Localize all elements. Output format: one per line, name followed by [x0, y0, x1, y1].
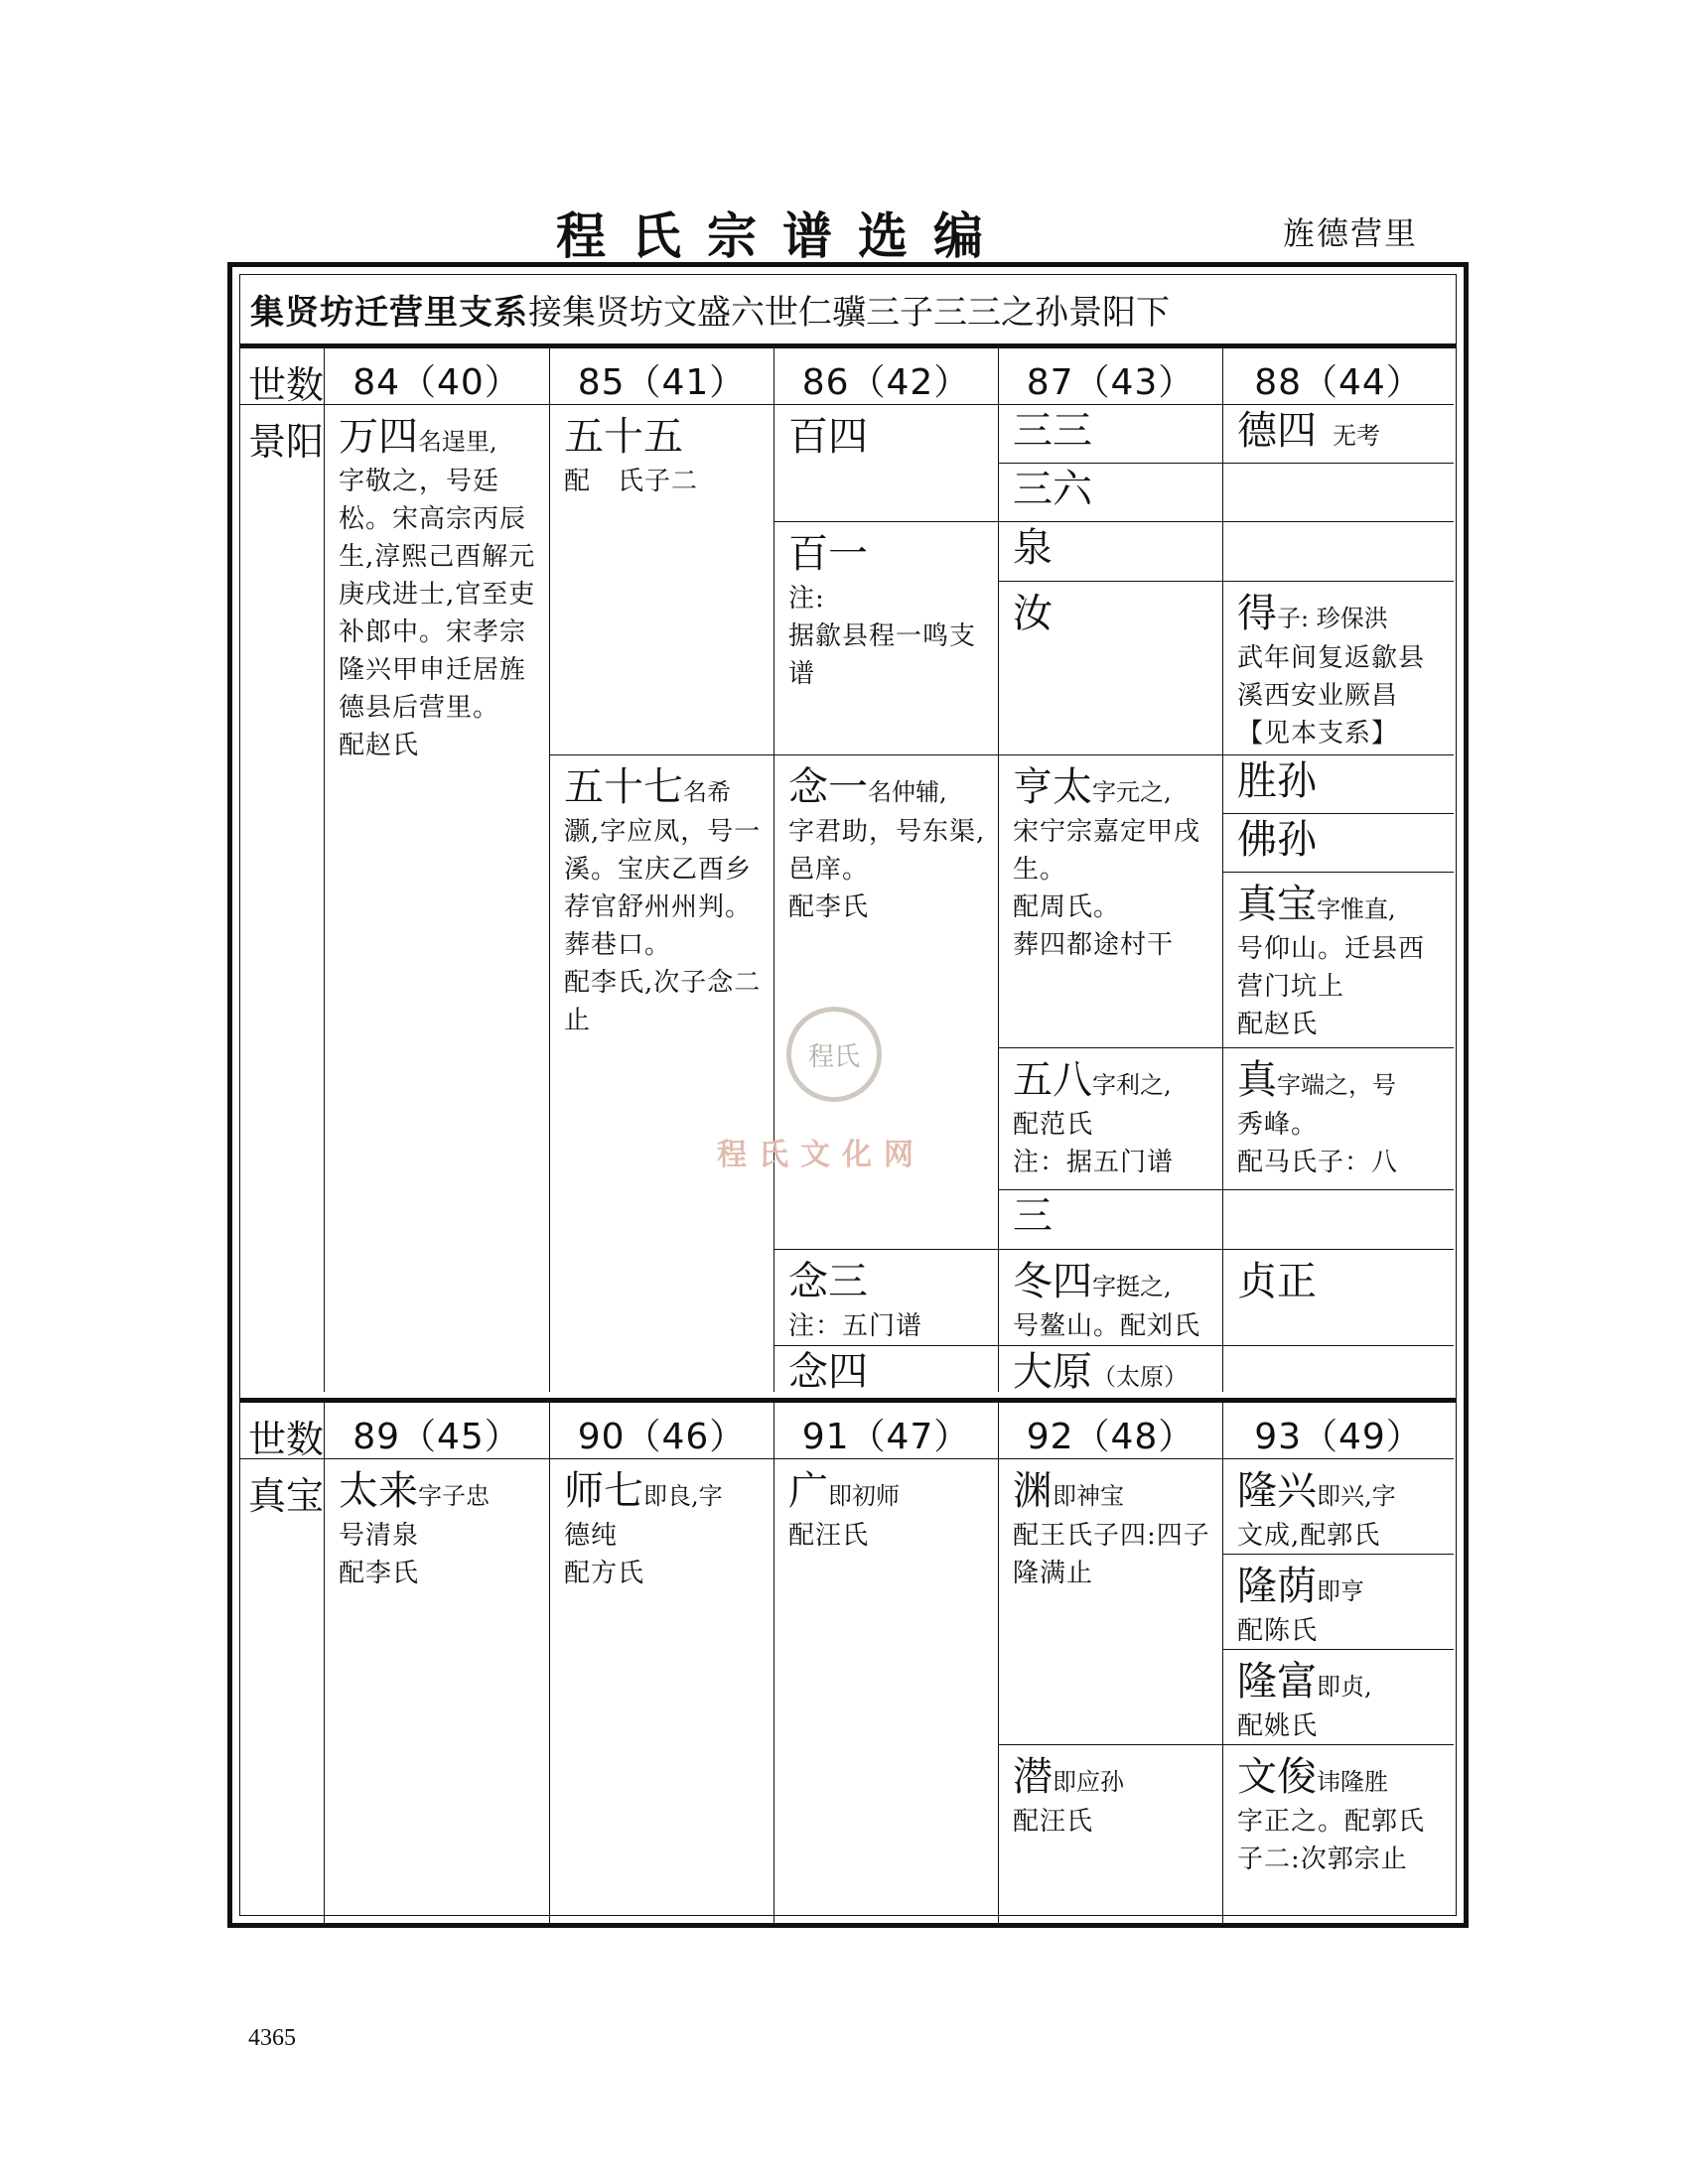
person-name: 百四 [788, 414, 868, 460]
person-wansi [325, 405, 550, 1392]
person-spouse: 配赵氏 [1237, 1010, 1319, 1039]
generation-89: 89（45） [325, 1403, 550, 1459]
person-bio: 字敬之，号廷松。宋高宗丙辰生,淳熙己酉解元庚戌进士,官至吏补郎中。宋孝宗隆兴甲申迁居旌德县后营里。 [339, 467, 536, 723]
person-note: 即兴,字 [1317, 1482, 1396, 1510]
person-longyin [1223, 1555, 1454, 1650]
person-name: 广 [788, 1468, 828, 1514]
person-spouse: 配方氏 [564, 1559, 645, 1588]
person-bio: 配 氏子二 [564, 467, 699, 496]
person-baiyi [774, 522, 999, 755]
person-name: 三六 [1013, 467, 1092, 512]
person-name: 冬四 [1013, 1259, 1092, 1304]
person-note: 字惟直, [1317, 895, 1396, 923]
person-fosun [1223, 814, 1454, 873]
person-spouse: 配赵氏 [339, 731, 420, 760]
person-name: 太来 [339, 1468, 418, 1514]
branch-header [240, 275, 1456, 348]
person-name: 真 [1237, 1057, 1277, 1103]
person-name: 胜孙 [1237, 758, 1317, 804]
person-shiqi [550, 1459, 774, 1926]
person-zhenbao [1223, 873, 1454, 1048]
person-bio: 灏,字应凤，号一溪。宝庆乙酉乡荐官舒州州判。葬巷口。 [564, 817, 762, 960]
generation-label: 世数 [240, 348, 325, 405]
person-de [1223, 582, 1454, 755]
person-name: 贞正 [1237, 1259, 1317, 1304]
person-note: 即初师 [828, 1482, 900, 1510]
root-ancestor: 真宝 [240, 1459, 325, 1926]
person-bio: 宋宁宗嘉定甲戌生。 [1013, 817, 1201, 885]
person-name: 汝 [1013, 591, 1053, 636]
person-name: 潜 [1013, 1754, 1053, 1800]
person-san [999, 1190, 1223, 1250]
generation-85: 85（41） [550, 348, 774, 405]
person-name: 念三 [788, 1259, 868, 1304]
person-longfu [1223, 1650, 1454, 1745]
person-name: 五十五 [564, 414, 683, 460]
person-note: 注: [788, 584, 825, 614]
empty-cell [1223, 464, 1454, 522]
person-bio: 据歙县程一鸣支谱 [788, 621, 977, 689]
person-note: 字端之，号 [1277, 1071, 1396, 1099]
branch-origin: 接集贤坊文盛六世仁骥三子三三之孙景阳下 [528, 293, 1170, 333]
person-note: 字利之, [1092, 1071, 1172, 1099]
person-note: 字元之, [1092, 778, 1172, 806]
person-note: 字挺之, [1092, 1273, 1172, 1300]
person-spouse: 配汪氏 [1013, 1807, 1094, 1837]
person-spouse: 配周氏。 [1013, 892, 1121, 922]
empty-cell [1223, 1346, 1454, 1392]
person-spouse: 配汪氏 [788, 1521, 870, 1551]
person-niansi [774, 1346, 999, 1392]
generation-84: 84（40） [325, 348, 550, 405]
person-bio: 字正之。配郭氏子二:次郭宗止 [1237, 1807, 1426, 1874]
person-niansan [774, 1250, 999, 1346]
person-name: 文俊 [1237, 1754, 1317, 1800]
person-wuba [999, 1048, 1223, 1190]
person-note: 名希 [683, 778, 731, 806]
generation-label: 世数 [240, 1403, 325, 1459]
person-name: 五八 [1013, 1057, 1092, 1103]
section-2 [240, 1398, 1456, 1915]
person-desi [1223, 405, 1454, 464]
person-ru [999, 582, 1223, 755]
person-sansan [999, 405, 1223, 464]
person-name: 泉 [1013, 525, 1053, 571]
generation-87: 87（43） [999, 348, 1223, 405]
person-spouse: 配范氏 [1013, 1110, 1094, 1140]
person-qian [999, 1745, 1223, 1926]
generation-91: 91（47） [774, 1403, 999, 1459]
person-spouse: 配李氏,次子念二止 [564, 968, 762, 1035]
person-bio: 号清泉 [339, 1521, 420, 1551]
generation-90: 90（46） [550, 1403, 774, 1459]
watermark-seal-icon: 程氏 [786, 1007, 882, 1102]
person-name: 万四 [339, 414, 418, 460]
person-name: 真宝 [1237, 882, 1317, 927]
empty-cell [1223, 1190, 1454, 1250]
person-quan [999, 522, 1223, 582]
person-name: 佛孙 [1237, 817, 1317, 863]
person-note: 无考 [1333, 422, 1381, 450]
person-note: 即神宝 [1053, 1482, 1124, 1510]
person-spouse: 配陈氏 [1237, 1616, 1319, 1646]
person-name: 渊 [1013, 1468, 1053, 1514]
watermark-text: 程氏文化网 [717, 1138, 925, 1172]
person-note: 即良,字 [643, 1482, 723, 1510]
person-guang [774, 1459, 999, 1926]
person-dayuan [999, 1346, 1223, 1392]
page-title: 程氏宗谱选编 [556, 206, 1009, 265]
person-name: 德四 [1237, 408, 1317, 454]
person-wushiqi [550, 755, 774, 1392]
person-spouse: 配马氏子：八 [1237, 1148, 1399, 1177]
person-note: 即贞, [1317, 1673, 1372, 1701]
person-bio: 号鳌山。配刘氏 [1013, 1311, 1201, 1341]
person-name: 三 [1013, 1193, 1053, 1239]
person-name: 师七 [564, 1468, 643, 1514]
person-bio: 文成,配郭氏 [1237, 1521, 1381, 1551]
person-spouse: 配李氏 [339, 1559, 420, 1588]
person-spouse: 配王氏子四:四子隆满止 [1013, 1521, 1210, 1588]
person-note: 名逞里, [418, 428, 497, 456]
person-name: 得 [1237, 591, 1277, 636]
person-wushiwu [550, 405, 774, 755]
person-note: 子: 珍保洪 [1277, 605, 1388, 632]
person-note: 名仲辅, [868, 778, 947, 806]
person-note: 讳隆胜 [1317, 1768, 1388, 1796]
person-note: （太原） [1092, 1363, 1188, 1391]
person-name: 亨太 [1013, 764, 1092, 810]
person-name: 念一 [788, 764, 868, 810]
person-shengsun [1223, 755, 1454, 814]
person-name: 隆兴 [1237, 1468, 1317, 1514]
person-spouse: 配李氏 [788, 892, 870, 922]
person-name: 隆富 [1237, 1659, 1317, 1705]
person-note: 字子忠 [418, 1482, 490, 1510]
person-note: 注：五门谱 [788, 1311, 923, 1341]
person-name: 三三 [1013, 408, 1092, 454]
branch-name: 集贤坊迁营里支系 [250, 293, 528, 333]
person-name: 五十七 [564, 764, 683, 810]
person-name: 百一 [788, 531, 868, 577]
person-source: 注：据五门谱 [1013, 1148, 1175, 1177]
generation-93: 93（49） [1223, 1403, 1454, 1459]
person-note: 即亨 [1317, 1577, 1364, 1605]
person-bio: 武年间复返歙县溪西安业厥昌【见本支系】 [1237, 643, 1426, 749]
person-hengtai [999, 755, 1223, 1048]
empty-cell [1223, 522, 1454, 582]
person-burial: 葬四都途村干 [1013, 930, 1175, 960]
person-tailai [325, 1459, 550, 1926]
person-sanliu [999, 464, 1223, 522]
person-spouse: 配姚氏 [1237, 1711, 1319, 1741]
generation-86: 86（42） [774, 348, 999, 405]
person-dongsi [999, 1250, 1223, 1346]
generation-92: 92（48） [999, 1403, 1223, 1459]
person-note: 即应孙 [1053, 1768, 1124, 1796]
person-longxing [1223, 1459, 1454, 1555]
person-zhen [1223, 1048, 1454, 1190]
generation-88: 88（44） [1223, 348, 1454, 405]
root-ancestor: 景阳 [240, 405, 325, 1392]
corner-label: 旌德营里 [1283, 214, 1419, 252]
person-bio: 德纯 [564, 1521, 619, 1551]
person-name: 隆荫 [1237, 1564, 1317, 1609]
person-name: 大原 [1013, 1349, 1092, 1392]
person-nianyi [774, 755, 999, 1250]
person-bio: 字君助，号东渠,邑庠。 [788, 817, 986, 885]
person-yuan [999, 1459, 1223, 1745]
person-wenjun [1223, 1745, 1454, 1926]
person-bio: 秀峰。 [1237, 1110, 1319, 1140]
person-name: 念四 [788, 1349, 868, 1392]
section-1 [240, 348, 1456, 1392]
person-bio: 号仰山。迁县西营门坑上 [1237, 934, 1426, 1002]
person-baisi [774, 405, 999, 522]
person-zhenzheng [1223, 1250, 1454, 1346]
page-number: 4365 [248, 2025, 296, 2051]
